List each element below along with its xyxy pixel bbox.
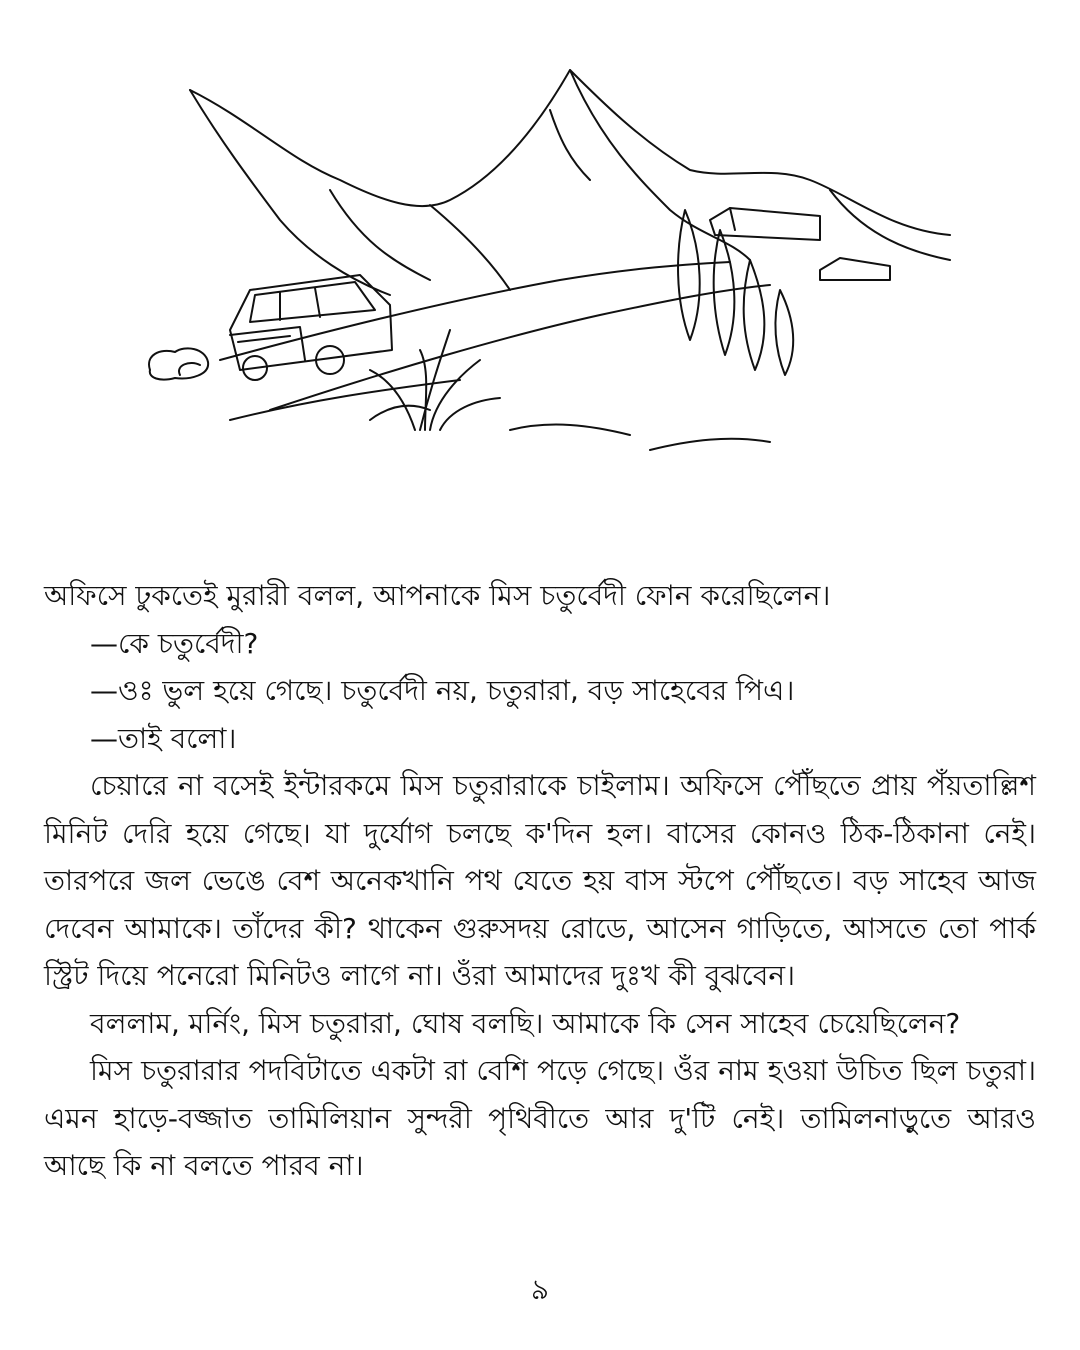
paragraph-1: অফিসে ঢুকতেই মুরারী বলল, আপনাকে মিস চতুর্বেদী ফোন করেছিলেন। xyxy=(44,579,831,612)
paragraph-3: বললাম, মর্নিং, মিস চতুরারা, ঘোষ বলছি। আমাকে কি সেন সাহেব চেয়েছিলেন? xyxy=(90,1006,961,1040)
dialog-line-3: —তাই বলো। xyxy=(90,721,237,755)
mountain-left-slope xyxy=(190,90,390,295)
mountain-road-illustration xyxy=(130,30,960,470)
cypress-trees xyxy=(678,210,793,375)
car-sketch xyxy=(230,275,392,380)
paragraph-2: চেয়ারে না বসেই ইন্টারকমে মিস চতুরারাকে চাইলাম। অফিসে পৌঁছতে প্রায় পঁয়তাল্লিশ মিনিট দেরি হয়ে গেছে। যা দুর্যোগ চলছে ক'দিন হল। বাসের কোনও ঠিক-ঠিকানা নেই। তারপরে জল ভেঙে বেশ অনেকখানি পথ যেতে হয় বাস স্টপে পৌঁছতে। বড় সাহেব আজ দেবেন আমাকে। তাঁদের কী? থাকেন গুরুসদয় রোডে, আসেন গাড়িতে, আসতে তো পার্ক স্ট্রিট দিয়ে পনেরো মিনিটও লাগে না। ওঁরা আমাদের দুঃখ কী বুঝবেন। xyxy=(44,769,1036,992)
mountain-right-slope xyxy=(570,70,750,260)
dialog-line-2: —ওঃ ভুল হয়ে গেছে। চতুর্বেদী নয়, চতুরারা, বড় সাহেবের পিএ। xyxy=(90,674,795,707)
paragraph-4: মিস চতুরারার পদবিটাতে একটা রা বেশি পড়ে গেছে। ওঁর নাম হওয়া উচিত ছিল চতুরা। এমন হাড়ে-বজ্জাত তামিলিয়ান সুন্দরী পৃথিবীতে আর দু'টি নেই। তামিলনাড়ুতে আরও আছে কি না বলতে পারব না। xyxy=(44,1054,1036,1182)
page-number: ৯ xyxy=(530,1273,550,1306)
houses xyxy=(710,208,890,280)
road-edge-top xyxy=(220,262,730,360)
road-edge-bottom xyxy=(270,285,770,410)
mountain-ridge xyxy=(190,70,950,235)
story-text xyxy=(44,572,1036,1190)
dialog-line-1: —কে চতুর্বেদী? xyxy=(90,626,259,660)
